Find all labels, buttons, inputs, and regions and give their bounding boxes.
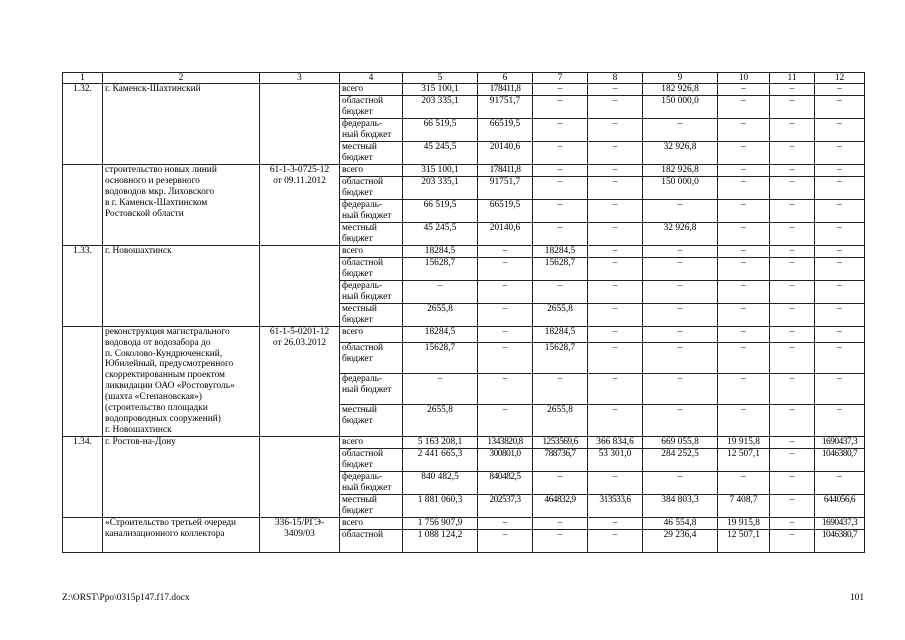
funding-source: всего [340, 245, 403, 257]
amount-cell: 45 245,5 [403, 222, 478, 245]
amount-cell: – [643, 405, 718, 436]
amount-cell: – [770, 326, 815, 342]
amount-cell: – [815, 374, 865, 405]
row-number: 1.34. [63, 436, 103, 517]
amount-cell: – [718, 164, 770, 176]
amount-cell: – [815, 257, 865, 280]
funding-source: местный бюджет [340, 494, 403, 517]
amount-cell: – [718, 141, 770, 164]
amount-cell: – [643, 245, 718, 257]
amount-cell: – [588, 245, 643, 257]
amount-cell: 12 507,1 [718, 448, 770, 471]
amount-cell: – [588, 517, 643, 529]
amount-cell: – [770, 448, 815, 471]
column-number: 6 [478, 73, 533, 84]
amount-cell: 178411,8 [478, 84, 533, 96]
amount-cell: – [815, 118, 865, 141]
amount-cell: – [478, 245, 533, 257]
amount-cell: 5 163 208,1 [403, 436, 478, 448]
amount-cell: 464832,9 [533, 494, 588, 517]
amount-cell: 284 252,5 [643, 448, 718, 471]
amount-cell: – [588, 164, 643, 176]
amount-cell: – [770, 280, 815, 303]
amount-cell: – [588, 118, 643, 141]
amount-cell: – [588, 303, 643, 326]
table-row [63, 245, 865, 257]
amount-cell: 1690437,3 [815, 436, 865, 448]
amount-cell: 66 519,5 [403, 118, 478, 141]
amount-cell: – [770, 118, 815, 141]
amount-cell: – [770, 436, 815, 448]
amount-cell: – [718, 471, 770, 494]
table-row [63, 436, 865, 448]
funding-source: областной бюджет [340, 257, 403, 280]
header-row [63, 73, 865, 84]
amount-cell: – [588, 95, 643, 118]
amount-cell: – [588, 84, 643, 96]
amount-cell: 1046380,7 [815, 448, 865, 471]
amount-cell: 29 236,4 [643, 529, 718, 552]
amount-cell: 2 441 665,3 [403, 448, 478, 471]
amount-cell: – [770, 245, 815, 257]
amount-cell: – [815, 84, 865, 96]
page-footer [62, 593, 864, 603]
amount-cell: 53 301,0 [588, 448, 643, 471]
amount-cell: – [643, 326, 718, 342]
amount-cell: – [718, 374, 770, 405]
row-number [63, 326, 103, 436]
amount-cell: 18284,5 [533, 326, 588, 342]
amount-cell: 1 088 124,2 [403, 529, 478, 552]
amount-cell: 18284,5 [403, 326, 478, 342]
amount-cell: – [643, 118, 718, 141]
amount-cell: 18284,5 [403, 245, 478, 257]
amount-cell: 19 915,8 [718, 436, 770, 448]
object-name: г. Новошахтинск [103, 245, 260, 326]
amount-cell: 1253569,6 [533, 436, 588, 448]
amount-cell: – [718, 199, 770, 222]
amount-cell: – [815, 326, 865, 342]
amount-cell: – [403, 280, 478, 303]
funding-source: всего [340, 517, 403, 529]
amount-cell: – [533, 471, 588, 494]
amount-cell: – [815, 199, 865, 222]
column-number: 2 [103, 73, 260, 84]
table-row [63, 326, 865, 342]
amount-cell: 15628,7 [533, 257, 588, 280]
project-code: 61-1-3-0725-12 от 09.11.2012 [260, 164, 340, 245]
amount-cell: 15628,7 [403, 342, 478, 373]
funding-source: местный бюджет [340, 222, 403, 245]
object-name: «Строительство третьей очереди канализационного коллектора [103, 517, 260, 552]
amount-cell: 66 519,5 [403, 199, 478, 222]
column-number: 7 [533, 73, 588, 84]
amount-cell: – [588, 257, 643, 280]
amount-cell: – [643, 342, 718, 373]
funding-source: федераль- ный бюджет [340, 280, 403, 303]
amount-cell: – [815, 471, 865, 494]
amount-cell: – [770, 222, 815, 245]
funding-source: областной бюджет [340, 448, 403, 471]
amount-cell: – [588, 176, 643, 199]
amount-cell: – [770, 471, 815, 494]
amount-cell: – [770, 494, 815, 517]
amount-cell: – [533, 199, 588, 222]
project-code [260, 84, 340, 165]
table-row [63, 517, 865, 529]
amount-cell: – [770, 84, 815, 96]
amount-cell: 46 554,8 [643, 517, 718, 529]
amount-cell: – [533, 280, 588, 303]
amount-cell: 91751,7 [478, 95, 533, 118]
amount-cell: 203 335,1 [403, 95, 478, 118]
amount-cell: – [533, 84, 588, 96]
amount-cell: – [533, 374, 588, 405]
amount-cell: 203 335,1 [403, 176, 478, 199]
column-number: 5 [403, 73, 478, 84]
amount-cell: – [533, 176, 588, 199]
column-number: 12 [815, 73, 865, 84]
funding-source: всего [340, 84, 403, 96]
column-number: 1 [63, 73, 103, 84]
amount-cell: 7 408,7 [718, 494, 770, 517]
amount-cell: 182 926,8 [643, 84, 718, 96]
amount-cell: 669 055,8 [643, 436, 718, 448]
amount-cell: 315 100,1 [403, 84, 478, 96]
amount-cell: – [770, 199, 815, 222]
amount-cell: – [478, 326, 533, 342]
amount-cell: 366 834,6 [588, 436, 643, 448]
amount-cell: – [588, 199, 643, 222]
amount-cell: – [815, 95, 865, 118]
amount-cell: – [533, 95, 588, 118]
object-name: г. Ростов-на-Дону [103, 436, 260, 517]
funding-source: всего [340, 164, 403, 176]
amount-cell: 1690437,3 [815, 517, 865, 529]
amount-cell: 644056,6 [815, 494, 865, 517]
amount-cell: – [718, 245, 770, 257]
amount-cell: – [533, 517, 588, 529]
amount-cell: 2655,8 [533, 405, 588, 436]
amount-cell: – [588, 141, 643, 164]
amount-cell: – [643, 471, 718, 494]
object-name: реконструкция магистрального водовода от водозабора до п. Соколово-Кундрюченский, Юбилейный, предусмотренного скорректированным проектом ликвидации ОАО «Ростовуголь» (шахта «Степановская») (строительство площадки водопроводных сооружений) г. Новошахтинск [103, 326, 260, 436]
amount-cell: – [643, 374, 718, 405]
amount-cell: 182 926,8 [643, 164, 718, 176]
amount-cell: – [815, 141, 865, 164]
amount-cell: – [718, 342, 770, 373]
page-number: 101 [849, 593, 864, 603]
document-sheet [62, 72, 864, 553]
amount-cell: – [718, 405, 770, 436]
amount-cell: 18284,5 [533, 245, 588, 257]
amount-cell: – [588, 405, 643, 436]
amount-cell: 2655,8 [403, 303, 478, 326]
amount-cell: 1 756 907,9 [403, 517, 478, 529]
amount-cell: – [718, 222, 770, 245]
funding-source: федераль- ный бюджет [340, 199, 403, 222]
funding-source: федераль- ный бюджет [340, 118, 403, 141]
amount-cell: – [718, 280, 770, 303]
amount-cell: – [588, 280, 643, 303]
amount-cell: – [770, 95, 815, 118]
amount-cell: 150 000,0 [643, 176, 718, 199]
amount-cell: 788736,7 [533, 448, 588, 471]
funding-source: всего [340, 436, 403, 448]
amount-cell: 178411,8 [478, 164, 533, 176]
amount-cell: – [478, 257, 533, 280]
amount-cell: – [718, 257, 770, 280]
amount-cell: 32 926,8 [643, 222, 718, 245]
budget-table-body [63, 73, 865, 553]
amount-cell: – [815, 245, 865, 257]
amount-cell: 2655,8 [533, 303, 588, 326]
funding-source: местный бюджет [340, 303, 403, 326]
amount-cell: 45 245,5 [403, 141, 478, 164]
table-row [63, 164, 865, 176]
amount-cell: – [643, 303, 718, 326]
amount-cell: – [815, 176, 865, 199]
amount-cell: – [588, 342, 643, 373]
amount-cell: – [478, 529, 533, 552]
column-number: 10 [718, 73, 770, 84]
object-name: г. Каменск-Шахтинский [103, 84, 260, 165]
amount-cell: 313533,6 [588, 494, 643, 517]
amount-cell: 315 100,1 [403, 164, 478, 176]
budget-table [62, 72, 865, 553]
project-code [260, 245, 340, 326]
funding-source: всего [340, 326, 403, 342]
amount-cell: 202537,3 [478, 494, 533, 517]
amount-cell: – [643, 257, 718, 280]
column-number: 8 [588, 73, 643, 84]
amount-cell: – [588, 374, 643, 405]
column-number: 3 [260, 73, 340, 84]
amount-cell: – [643, 280, 718, 303]
amount-cell: – [815, 222, 865, 245]
amount-cell: 1046380,7 [815, 529, 865, 552]
amount-cell: – [770, 529, 815, 552]
amount-cell: 20140,6 [478, 222, 533, 245]
amount-cell: 840482,5 [478, 471, 533, 494]
amount-cell: – [533, 164, 588, 176]
amount-cell: 150 000,0 [643, 95, 718, 118]
amount-cell: 91751,7 [478, 176, 533, 199]
amount-cell: – [815, 164, 865, 176]
amount-cell: 2655,8 [403, 405, 478, 436]
row-number [63, 517, 103, 552]
amount-cell: 32 926,8 [643, 141, 718, 164]
amount-cell: 1343820,8 [478, 436, 533, 448]
project-code: 61-1-5-0201-12 от 26.03.2012 [260, 326, 340, 436]
amount-cell: – [533, 222, 588, 245]
amount-cell: – [643, 199, 718, 222]
amount-cell: – [478, 303, 533, 326]
project-code [260, 436, 340, 517]
amount-cell: – [588, 222, 643, 245]
amount-cell: – [718, 118, 770, 141]
amount-cell: – [478, 405, 533, 436]
column-number: 4 [340, 73, 403, 84]
amount-cell: – [770, 257, 815, 280]
amount-cell: – [770, 303, 815, 326]
amount-cell: – [770, 141, 815, 164]
amount-cell: – [478, 280, 533, 303]
amount-cell: 20140,6 [478, 141, 533, 164]
funding-source: местный бюджет [340, 405, 403, 436]
amount-cell: – [718, 303, 770, 326]
amount-cell: – [718, 95, 770, 118]
amount-cell: 66519,5 [478, 199, 533, 222]
amount-cell: – [815, 280, 865, 303]
funding-source: областной бюджет [340, 342, 403, 373]
amount-cell: – [770, 342, 815, 373]
amount-cell: – [478, 342, 533, 373]
amount-cell: – [478, 517, 533, 529]
amount-cell: 12 507,1 [718, 529, 770, 552]
amount-cell: – [718, 84, 770, 96]
funding-source: местный бюджет [340, 141, 403, 164]
amount-cell: – [770, 405, 815, 436]
table-row [63, 84, 865, 96]
funding-source: областной [340, 529, 403, 552]
amount-cell: – [533, 141, 588, 164]
amount-cell: – [588, 529, 643, 552]
amount-cell: – [815, 303, 865, 326]
amount-cell: – [533, 118, 588, 141]
amount-cell: – [770, 374, 815, 405]
amount-cell: – [815, 405, 865, 436]
funding-source: областной бюджет [340, 176, 403, 199]
amount-cell: – [718, 176, 770, 199]
amount-cell: 840 482,5 [403, 471, 478, 494]
amount-cell: 15628,7 [403, 257, 478, 280]
funding-source: областной бюджет [340, 95, 403, 118]
project-code: 336-15/РГЭ- 3409/03 [260, 517, 340, 552]
object-name: строительство новых линий основного и резервного водоводов мкр. Лиховского в г. Каменск-Шахтинском Ростовской области [103, 164, 260, 245]
amount-cell: – [718, 326, 770, 342]
row-number [63, 164, 103, 245]
amount-cell: – [478, 374, 533, 405]
amount-cell: – [533, 529, 588, 552]
funding-source: федераль- ный бюджет [340, 471, 403, 494]
amount-cell: 15628,7 [533, 342, 588, 373]
amount-cell: – [588, 326, 643, 342]
amount-cell: 1 881 060,3 [403, 494, 478, 517]
amount-cell: 66519,5 [478, 118, 533, 141]
row-number: 1.32. [63, 84, 103, 165]
row-number: 1.33. [63, 245, 103, 326]
amount-cell: – [588, 471, 643, 494]
file-path: Z:\ORST\Ppo\0315p147.f17.docx [62, 593, 190, 603]
column-number: 11 [770, 73, 815, 84]
amount-cell: – [770, 517, 815, 529]
amount-cell: 300801,0 [478, 448, 533, 471]
amount-cell: – [770, 164, 815, 176]
amount-cell: 384 803,3 [643, 494, 718, 517]
column-number: 9 [643, 73, 718, 84]
amount-cell: – [770, 176, 815, 199]
funding-source: федераль- ный бюджет [340, 374, 403, 405]
amount-cell: – [403, 374, 478, 405]
amount-cell: – [815, 342, 865, 373]
amount-cell: 19 915,8 [718, 517, 770, 529]
